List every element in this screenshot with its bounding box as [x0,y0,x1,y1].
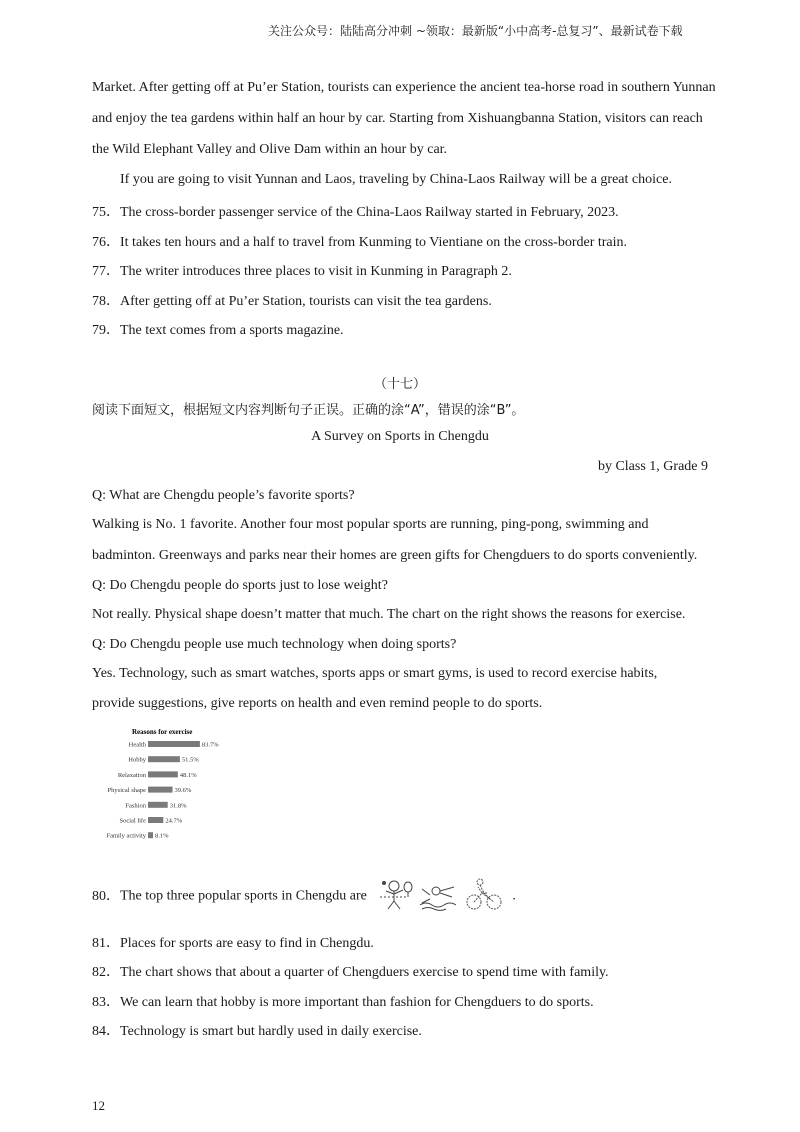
question-77 [92,260,512,280]
chart-value-label: 83.7% [201,741,219,749]
question-number: 79． [92,323,120,338]
question-75 [92,201,619,221]
chart-value-label: 48.1% [179,771,197,779]
passage-paragraph: If you are going to visit Yunnan and Laos, traveling by China-Laos Railway will be a great choice. [120,172,672,187]
byline: by Class 1, Grade 9 [597,459,708,474]
question-text: We can learn that hobby is more important than fashion for Chengduers to do sports. [120,995,594,1010]
sports-pictures [378,877,506,916]
question-83 [92,991,594,1011]
question-81 [92,932,374,952]
question-text: Places for sports are easy to find in Chengdu. [120,936,374,951]
survey-answer: badminton. Greenways and parks near their homes are green gifts for Chengduers to do sports conveniently. [92,548,698,563]
page-header: 关注公众号：陆陆高分冲刺 ~领取：最新版“小中高考-总复习”、最新试卷下载 [268,24,683,38]
chart-bar [148,802,168,808]
chart-value-label: 51.5% [181,756,199,764]
question-82 [92,961,609,981]
chart-title: Reasons for exercise [132,728,193,736]
question-number: 76． [92,235,120,250]
question-number: 84． [92,1024,120,1039]
question-text: The top three popular sports in Chengdu are [120,888,367,904]
ping-pong-icon [380,881,412,909]
question-text: The writer introduces three places to visit in Kunming in Paragraph 2. [120,264,512,279]
survey-answer: Yes. Technology, such as smart watches, sports apps or smart gyms, is used to record exercise habits, [92,666,658,681]
question-number: 82． [92,965,120,980]
chart-bar [148,787,173,793]
swimming-icon [420,887,456,911]
chart-value-label: 8.1% [155,832,169,840]
question-text: Technology is smart but hardly used in daily exercise. [120,1024,422,1039]
question-text: The cross-border passenger service of the China-Laos Railway started in February, 2023. [120,205,619,220]
passage-line: the Wild Elephant Valley and Olive Dam within an hour by car. [92,142,448,157]
chart-category-label: Relaxation [117,771,146,779]
survey-question: Q: Do Chengdu people do sports just to lose weight? [92,578,388,593]
chart-category-label: Health [128,741,146,749]
question-84 [92,1020,422,1040]
passage-line: and enjoy the tea gardens within half an hour by car. Starting from Xishuangbanna Station, visitors can reach [92,111,703,126]
question-78 [92,290,492,310]
passage-line: Market. After getting off at Pu’er Station, tourists can experience the ancient tea-horse road in southern Yunnan [92,80,716,95]
question-suffix: . [512,888,516,904]
question-number: 81． [92,936,120,951]
section-instruction: 阅读下面短文，根据短文内容判断句子正误。正确的涂“A”，错误的涂“B”。 [92,403,525,418]
question-76 [92,231,627,251]
chart-value-label: 39.6% [174,787,192,795]
question-text: It takes ten hours and a half to travel from Kunming to Vientiane on the cross-border train. [120,235,628,250]
survey-answer: provide suggestions, give reports on health and even remind people to do sports. [92,696,543,711]
question-text: After getting off at Pu’er Station, tourists can visit the tea gardens. [120,294,492,309]
cycling-icon [467,879,501,909]
chart-bar [148,741,200,747]
chart-category-label: Social life [119,817,146,825]
chart-category-label: Hobby [128,756,146,764]
survey-question: Q: What are Chengdu people’s favorite sports? [92,488,355,503]
page-number: 12 [92,1098,105,1113]
question-number: 77． [92,264,120,279]
question-number: 80． [92,888,120,904]
section-number: （十七） [373,377,426,392]
passage-title: A Survey on Sports in Chengdu [311,429,489,444]
survey-answer: Not really. Physical shape doesn’t matter that much. The chart on the right shows the reasons for exercise. [92,607,686,622]
chart-value-label: 31.8% [169,802,187,810]
chart-bar [148,832,153,838]
chart-value-label: 24.7% [165,817,183,825]
chart-category-label: Fashion [125,802,146,810]
question-79 [92,319,344,339]
chart-bar [148,756,180,762]
question-text: The chart shows that about a quarter of Chengduers exercise to spend time with family. [120,965,609,980]
reasons-for-exercise-chart [92,724,252,846]
question-number: 78． [92,294,120,309]
survey-question: Q: Do Chengdu people use much technology when doing sports? [92,637,457,652]
question-text: The text comes from a sports magazine. [120,323,344,338]
chart-bar [148,817,163,823]
chart-category-label: Family activity [106,832,146,840]
question-80 [92,877,516,916]
chart-category-label: Physical shape [107,787,146,795]
question-number: 83． [92,995,120,1010]
survey-answer: Walking is No. 1 favorite. Another four most popular sports are running, ping-pong, swimming and [92,517,649,532]
chart-bar [148,771,178,777]
question-number: 75． [92,205,120,220]
